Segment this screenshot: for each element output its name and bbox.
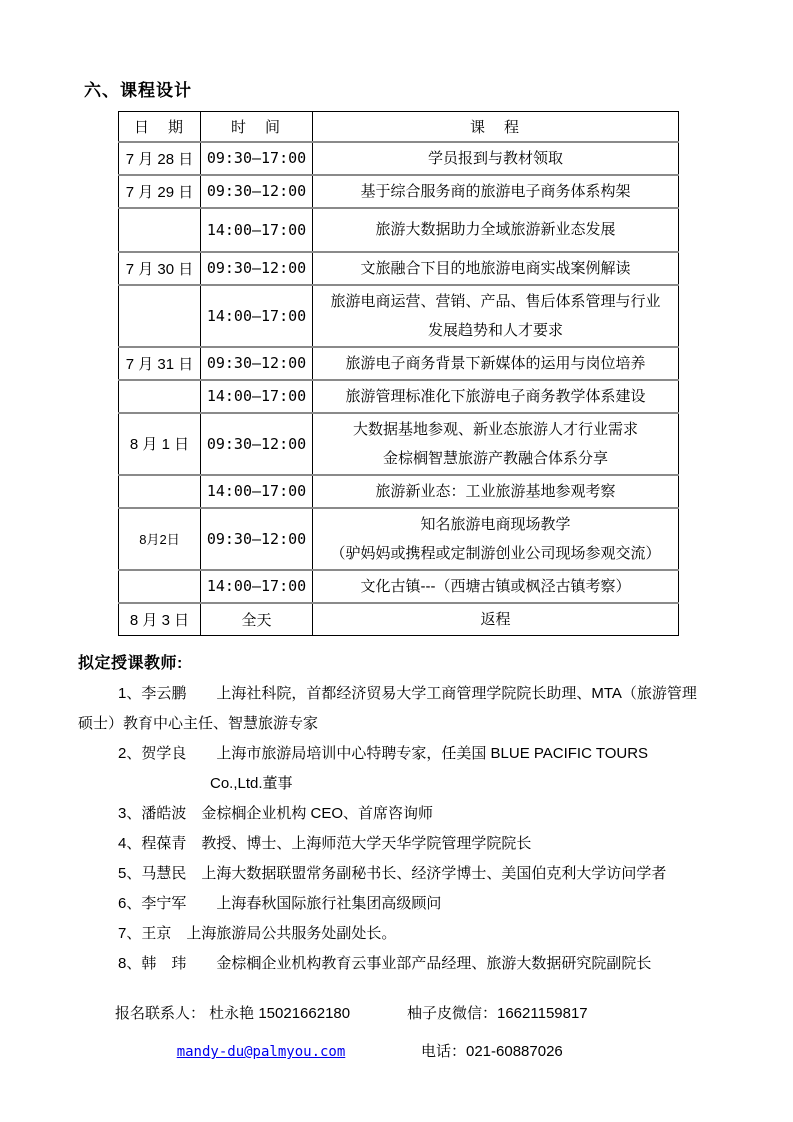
course-line: 知名旅游电商现场教学 — [420, 515, 571, 533]
table-row — [119, 413, 679, 475]
table-row — [119, 142, 679, 175]
course-cell — [313, 508, 679, 570]
course-schedule-table — [118, 111, 679, 636]
table-row — [119, 347, 679, 380]
teacher-line: 4、程葆青 教授、博士、上海师范大学天华学院管理学院院长 — [118, 835, 532, 852]
course-line: 学员报到与教材领取 — [427, 149, 563, 167]
time-cell: 14:00—17:00 — [201, 475, 313, 508]
teacher-item — [78, 859, 723, 889]
table-row — [119, 208, 679, 252]
date-cell — [119, 285, 201, 347]
teacher-line: 6、李宁军 上海春秋国际旅行社集团高级顾问 — [118, 895, 442, 912]
table-row — [119, 475, 679, 508]
date-cell — [119, 570, 201, 603]
date-cell: 7 月 28 日 — [119, 142, 201, 175]
course-line: （驴妈妈或携程或定制游创业公司现场参观交流） — [330, 544, 661, 562]
teacher-line: 硕士）教育中心主任、智慧旅游专家 — [78, 715, 319, 732]
course-line: 返程 — [480, 610, 511, 628]
course-line: 旅游管理标准化下旅游电子商务教学体系建设 — [345, 387, 646, 405]
teacher-line: 2、贺学良 上海市旅游局培训中心特聘专家，任美国 BLUE PACIFIC TOURS — [118, 745, 649, 762]
contact-person: 报名联系人： 杜永艳 15021662180 — [115, 1005, 351, 1022]
contact-wechat: 柚子皮微信：16621159817 — [407, 1005, 588, 1022]
course-line: 基于综合服务商的旅游电子商务体系构架 — [360, 182, 631, 200]
course-column-header: 课 程 — [313, 112, 679, 142]
teacher-line: 7、王京 上海旅游局公共服务处副处长。 — [118, 925, 397, 942]
teacher-line: 1、李云鹏 上海社科院，首都经济贸易大学工商管理学院院长助理、MTA（旅游管理 — [118, 685, 697, 702]
course-cell — [313, 285, 679, 347]
course-cell — [313, 252, 679, 285]
time-column-header: 时 间 — [201, 112, 313, 142]
contact-email-row — [115, 1033, 407, 1071]
course-line: 大数据基地参观、新业态旅游人才行业需求 — [352, 420, 638, 438]
course-line: 金棕榈智慧旅游产教融合体系分享 — [382, 449, 608, 467]
course-line: 文旅融合下目的地旅游电商实战案例解读 — [360, 259, 631, 277]
date-cell — [119, 380, 201, 413]
date-cell: 8月2日 — [119, 508, 201, 570]
course-cell — [313, 175, 679, 208]
section-title: 六、课程设计 — [84, 81, 192, 100]
teachers-list — [78, 679, 723, 979]
course-cell — [313, 603, 679, 636]
time-cell: 09:30—12:00 — [201, 347, 313, 380]
date-column-header: 日 期 — [133, 118, 185, 136]
course-cell — [313, 570, 679, 603]
teachers-heading: 拟定授课教师: — [78, 655, 183, 672]
date-cell: 8 月 3 日 — [119, 603, 201, 636]
table-row — [119, 252, 679, 285]
teacher-item — [78, 949, 723, 979]
course-cell — [313, 413, 679, 475]
date-cell — [119, 475, 201, 508]
time-cell: 14:00—17:00 — [201, 285, 313, 347]
date-cell: 7 月 31 日 — [119, 347, 201, 380]
teacher-line: 5、马慧民 上海大数据联盟常务副秘书长、经济学博士、美国伯克利大学访问学者 — [118, 865, 667, 882]
teacher-line: 3、潘皓波 金棕榈企业机构 CEO、首席咨询师 — [118, 805, 434, 822]
course-cell — [313, 142, 679, 175]
course-cell — [313, 208, 679, 252]
email-link[interactable]: mandy-du@palmyou.com — [176, 1044, 346, 1060]
course-line: 旅游电子商务背景下新媒体的运用与岗位培养 — [345, 354, 646, 372]
table-row — [119, 175, 679, 208]
course-cell — [313, 347, 679, 380]
time-cell: 09:30—12:00 — [201, 508, 313, 570]
time-cell: 全天 — [201, 603, 313, 636]
teacher-line: 8、韩 玮 金棕榈企业机构教育云事业部产品经理、旅游大数据研究院副院长 — [118, 955, 652, 972]
time-cell: 09:30—12:00 — [201, 175, 313, 208]
teacher-item — [78, 919, 723, 949]
contact-phone: 电话：021-60887026 — [421, 1043, 563, 1060]
table-row — [119, 380, 679, 413]
date-cell — [119, 208, 201, 252]
table-row — [119, 570, 679, 603]
date-cell: 8 月 1 日 — [119, 413, 201, 475]
time-cell: 09:30—17:00 — [201, 142, 313, 175]
course-cell — [313, 380, 679, 413]
contact-left-column — [115, 995, 407, 1071]
time-cell: 14:00—17:00 — [201, 208, 313, 252]
teacher-item — [78, 829, 723, 859]
teacher-item — [78, 739, 723, 799]
teacher-item — [78, 889, 723, 919]
contact-right-column — [407, 995, 588, 1071]
time-cell: 09:30—12:00 — [201, 413, 313, 475]
teacher-item — [78, 799, 723, 829]
table-row — [119, 285, 679, 347]
contact-section — [115, 995, 723, 1071]
course-line: 发展趋势和人才要求 — [427, 321, 563, 339]
time-cell: 09:30—12:00 — [201, 252, 313, 285]
course-line: 旅游新业态：工业旅游基地参观考察 — [375, 482, 616, 500]
course-line: 旅游大数据助力全域旅游新业态发展 — [375, 221, 616, 238]
date-cell: 7 月 29 日 — [119, 175, 201, 208]
date-cell: 7 月 30 日 — [119, 252, 201, 285]
teacher-item — [78, 679, 723, 739]
course-line: 文化古镇---（西塘古镇或枫泾古镇考察） — [360, 577, 631, 595]
table-header-row — [119, 112, 679, 142]
course-line: 旅游电商运营、营销、产品、售后体系管理与行业 — [330, 292, 661, 310]
time-cell: 14:00—17:00 — [201, 570, 313, 603]
teacher-line: Co.,Ltd.董事 — [210, 775, 293, 792]
time-cell: 14:00—17:00 — [201, 380, 313, 413]
table-row — [119, 603, 679, 636]
course-cell — [313, 475, 679, 508]
table-row — [119, 508, 679, 570]
